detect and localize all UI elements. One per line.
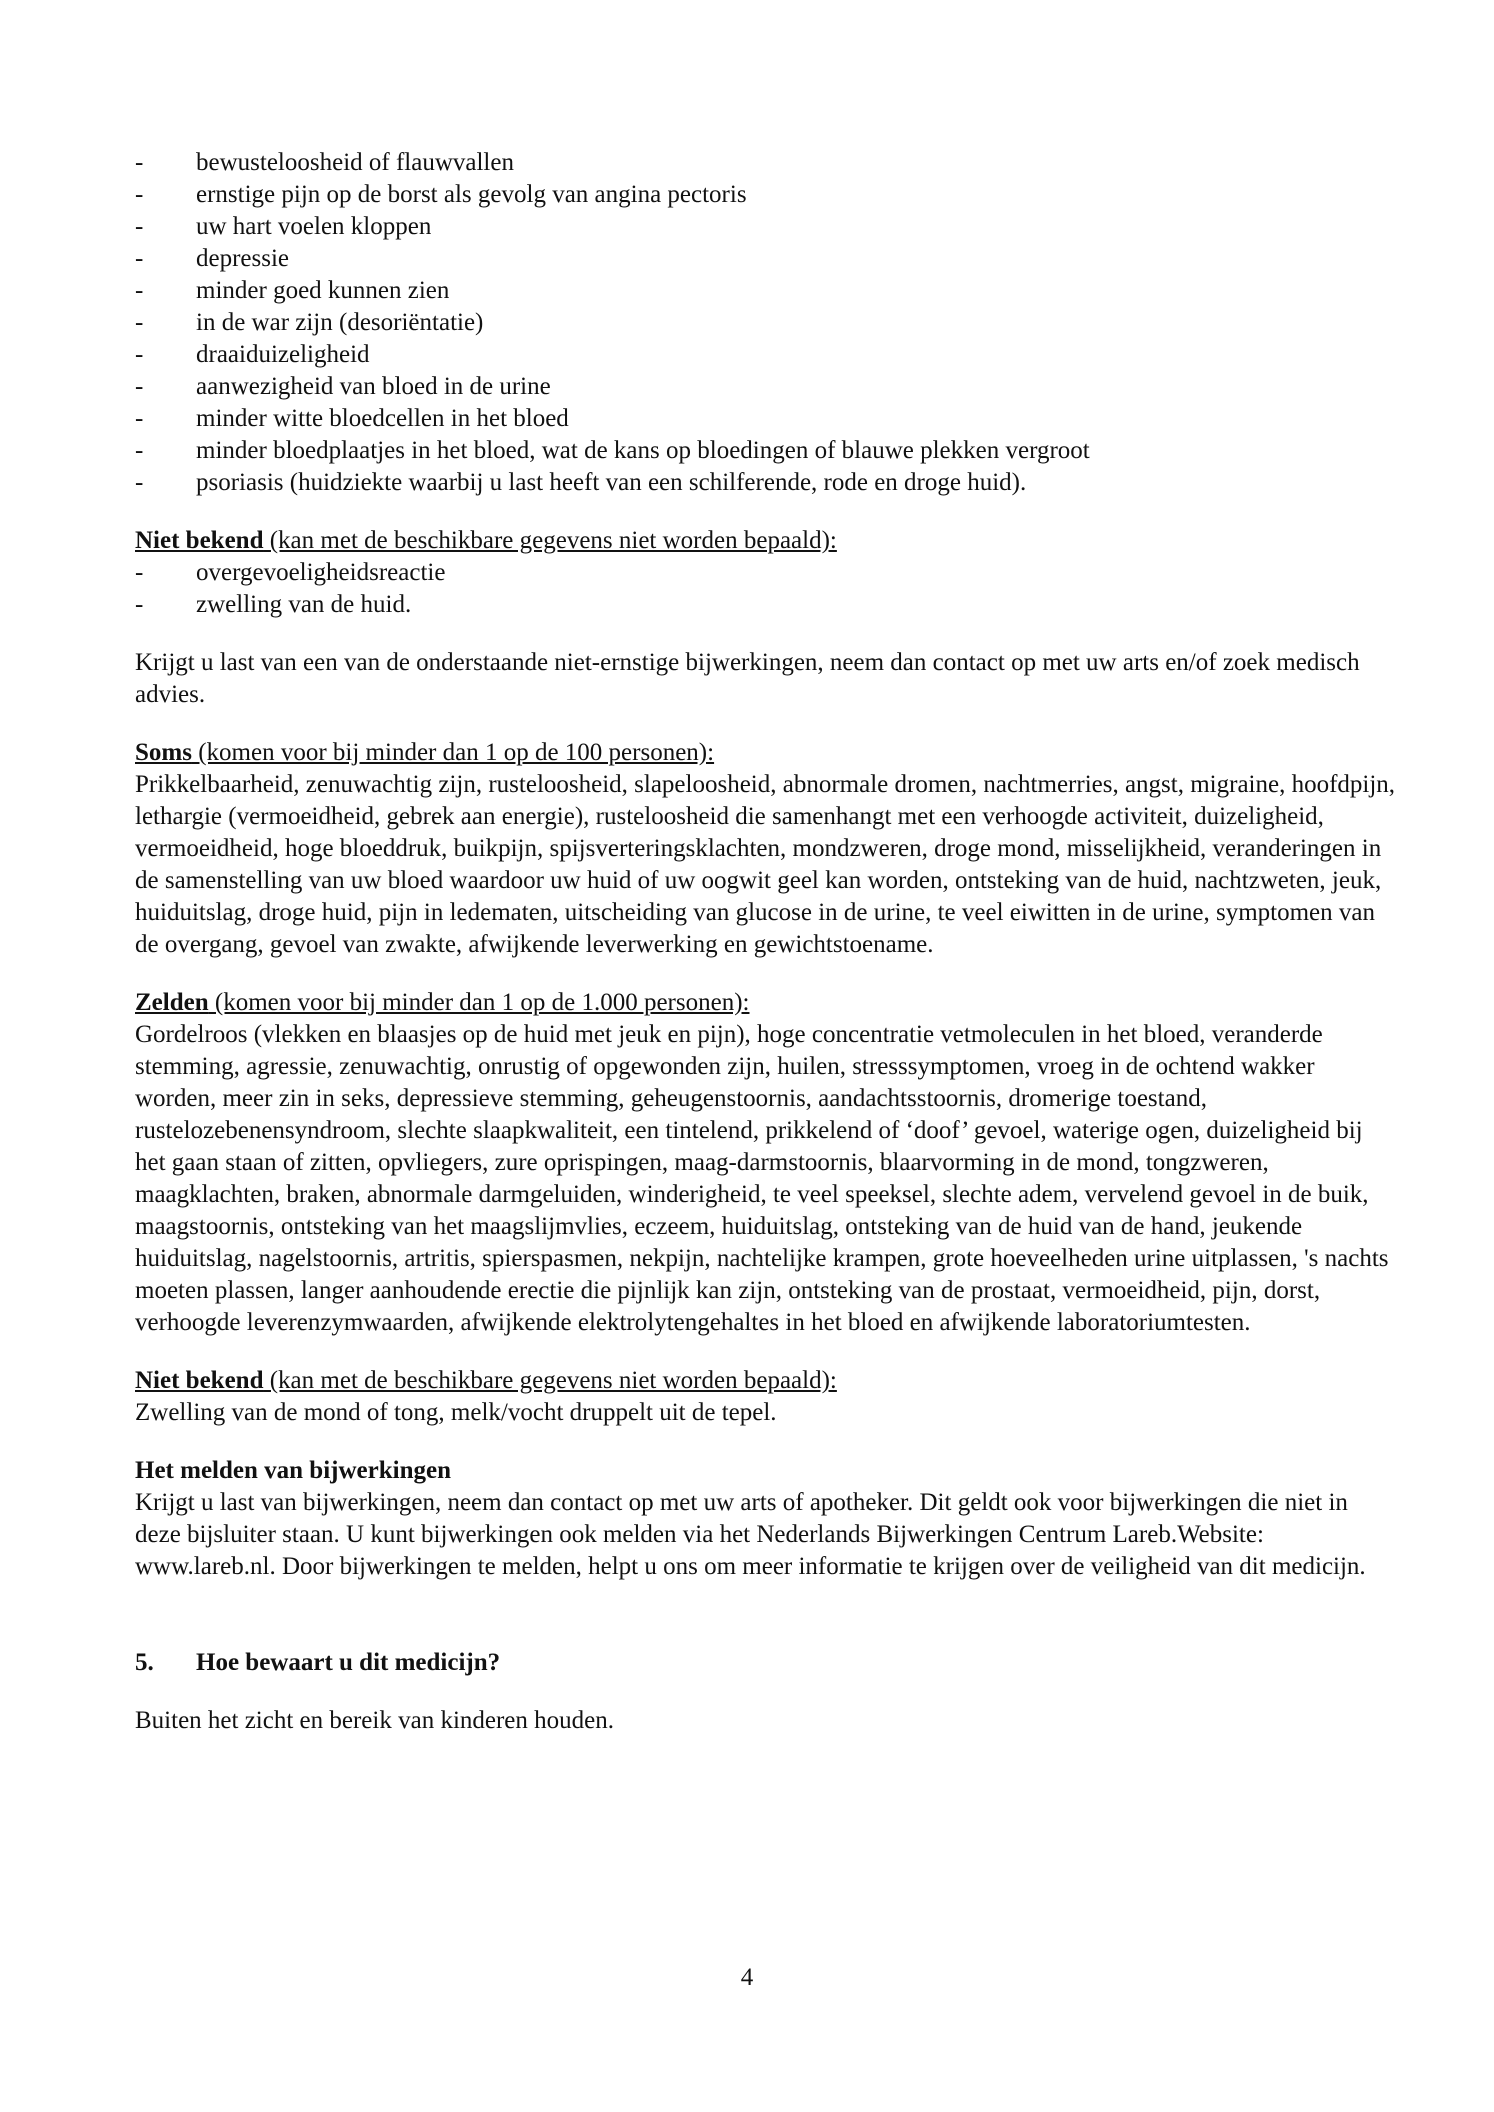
list-item-text: depressie	[196, 245, 290, 272]
bullet-dash: -	[135, 149, 144, 176]
list-item	[135, 211, 1397, 243]
frequency-heading-zelden	[135, 987, 1397, 1019]
bullet-dash: -	[135, 341, 144, 368]
list-item	[135, 147, 1397, 179]
reporting-heading: Het melden van bijwerkingen	[135, 1457, 451, 1484]
bullet-dash: -	[135, 437, 144, 464]
frequency-heading-niet-bekend-2	[135, 1365, 1397, 1397]
section-number: 5.	[135, 1649, 154, 1676]
frequency-qualifier: (komen voor bij minder dan 1 op de 1.000 personen):	[208, 989, 750, 1016]
bullet-dash: -	[135, 277, 144, 304]
bullet-dash: -	[135, 591, 144, 618]
niet-bekend-1-list	[135, 557, 1397, 621]
list-item-text: in de war zijn (desoriëntatie)	[196, 309, 484, 336]
frequency-term: Soms	[135, 739, 192, 766]
list-item-text: psoriasis (huidziekte waarbij u last heeft van een schilferende, rode en droge huid).	[196, 469, 1027, 496]
list-item	[135, 467, 1397, 499]
bullet-dash: -	[135, 405, 144, 432]
page-content	[135, 147, 1397, 1737]
list-item-text: uw hart voelen kloppen	[196, 213, 432, 240]
frequency-qualifier: (kan met de beschikbare gegevens niet worden bepaald):	[263, 1367, 837, 1394]
list-item	[135, 243, 1397, 275]
bullet-dash: -	[135, 559, 144, 586]
list-item	[135, 307, 1397, 339]
list-item-text: minder witte bloedcellen in het bloed	[196, 405, 569, 432]
list-item-text: overgevoeligheidsreactie	[196, 559, 446, 586]
list-item	[135, 589, 1397, 621]
frequency-qualifier: (komen voor bij minder dan 1 op de 100 personen):	[191, 739, 715, 766]
list-item-text: minder goed kunnen zien	[196, 277, 450, 304]
reporting-body: Krijgt u last van bijwerkingen, neem dan contact op met uw arts of apotheker. Dit geldt ook voor bijwerkingen die niet in deze bijsluiter staan. U kunt bijwerkingen ook melden via het Nederlands Bijwerkingen Centrum Lareb.Website: www.lareb.nl. Door bijwerkingen te melden, helpt u ons om meer informatie te krijgen over de veiligheid van dit medicijn.	[135, 1489, 1366, 1580]
bullet-dash: -	[135, 213, 144, 240]
frequency-term: Niet bekend	[135, 527, 264, 554]
bullet-dash: -	[135, 245, 144, 272]
page-number: 4	[740, 1964, 754, 1991]
serious-effects-list	[135, 147, 1397, 499]
zelden-body: Gordelroos (vlekken en blaasjes op de huid met jeuk en pijn), hoge concentratie vetmoleculen in het bloed, veranderde stemming, agressie, zenuwachtig, onrustig of opgewonden zijn, huilen, stresssymptomen, vroeg in de ochtend wakker worden, meer zin in seks, depressieve stemming, geheugenstoornis, aandachtsstoornis, dromerige toestand, rustelozebenensyndroom, slechte slaapkwaliteit, een tintelend, prikkelend of ‘doof’ gevoel, waterige ogen, duizeligheid bij het gaan staan of zitten, opvliegers, zure oprispingen, maag-darmstoornis, blaarvorming in de mond, tongzweren, maagklachten, braken, abnormale darmgeluiden, winderigheid, te veel speeksel, slechte adem, vervelend gevoel in de buik, maagstoornis, ontsteking van het maagslijmvlies, eczeem, huiduitslag, ontsteking van de huid van de hand, jeukende huiduitslag, nagelstoornis, artritis, spierspasmen, nekpijn, nachtelijke krampen, grote hoeveelheden urine uitplassen, 's nachts moeten plassen, langer aanhoudende erectie die pijnlijk kan zijn, ontsteking van de prostaat, vermoeidheid, pijn, dorst, verhoogde leverenzymwaarden, afwijkende elektrolytengehaltes in het bloed en afwijkende laboratoriumtesten.	[135, 1021, 1389, 1336]
section-5-heading	[135, 1647, 1397, 1679]
list-item	[135, 557, 1397, 589]
list-item	[135, 403, 1397, 435]
list-item-text: draaiduizeligheid	[196, 341, 370, 368]
list-item	[135, 339, 1397, 371]
frequency-heading-soms	[135, 737, 1397, 769]
bullet-dash: -	[135, 469, 144, 496]
list-item-text: zwelling van de huid.	[196, 591, 412, 618]
list-item	[135, 371, 1397, 403]
section-title: Hoe bewaart u dit medicijn?	[196, 1649, 501, 1676]
frequency-qualifier: (kan met de beschikbare gegevens niet worden bepaald):	[263, 527, 837, 554]
bullet-dash: -	[135, 181, 144, 208]
list-item	[135, 435, 1397, 467]
list-item-text: ernstige pijn op de borst als gevolg van angina pectoris	[196, 181, 747, 208]
bullet-dash: -	[135, 373, 144, 400]
bullet-dash: -	[135, 309, 144, 336]
list-item-text: bewusteloosheid of flauwvallen	[196, 149, 514, 176]
list-item-text: minder bloedplaatjes in het bloed, wat de kans op bloedingen of blauwe plekken vergroot	[196, 437, 1090, 464]
frequency-heading-niet-bekend-1	[135, 525, 1397, 557]
list-item	[135, 275, 1397, 307]
list-item-text: aanwezigheid van bloed in de urine	[196, 373, 551, 400]
frequency-term: Niet bekend	[135, 1367, 264, 1394]
storage-paragraph: Buiten het zicht en bereik van kinderen houden.	[135, 1707, 615, 1734]
niet-bekend-2-body: Zwelling van de mond of tong, melk/vocht druppelt uit de tepel.	[135, 1399, 777, 1426]
list-item	[135, 179, 1397, 211]
frequency-term: Zelden	[135, 989, 209, 1016]
advice-paragraph: Krijgt u last van een van de onderstaande niet-ernstige bijwerkingen, neem dan contact op met uw arts en/of zoek medisch advies.	[135, 649, 1360, 708]
soms-body: Prikkelbaarheid, zenuwachtig zijn, rusteloosheid, slapeloosheid, abnormale dromen, nachtmerries, angst, migraine, hoofdpijn, lethargie (vermoeidheid, gebrek aan energie), rusteloosheid die samenhangt met een verhoogde activiteit, duizeligheid, vermoeidheid, hoge bloeddruk, buikpijn, spijsverteringsklachten, mondzweren, droge mond, misselijkheid, veranderingen in de samenstelling van uw bloed waardoor uw huid of uw oogwit geel kan worden, ontsteking van de huid, nachtzweten, jeuk, huiduitslag, droge huid, pijn in ledematen, uitscheiding van glucose in de urine, te veel eiwitten in de urine, symptomen van de overgang, gevoel van zwakte, afwijkende leverwerking en gewichtstoename.	[135, 771, 1396, 958]
